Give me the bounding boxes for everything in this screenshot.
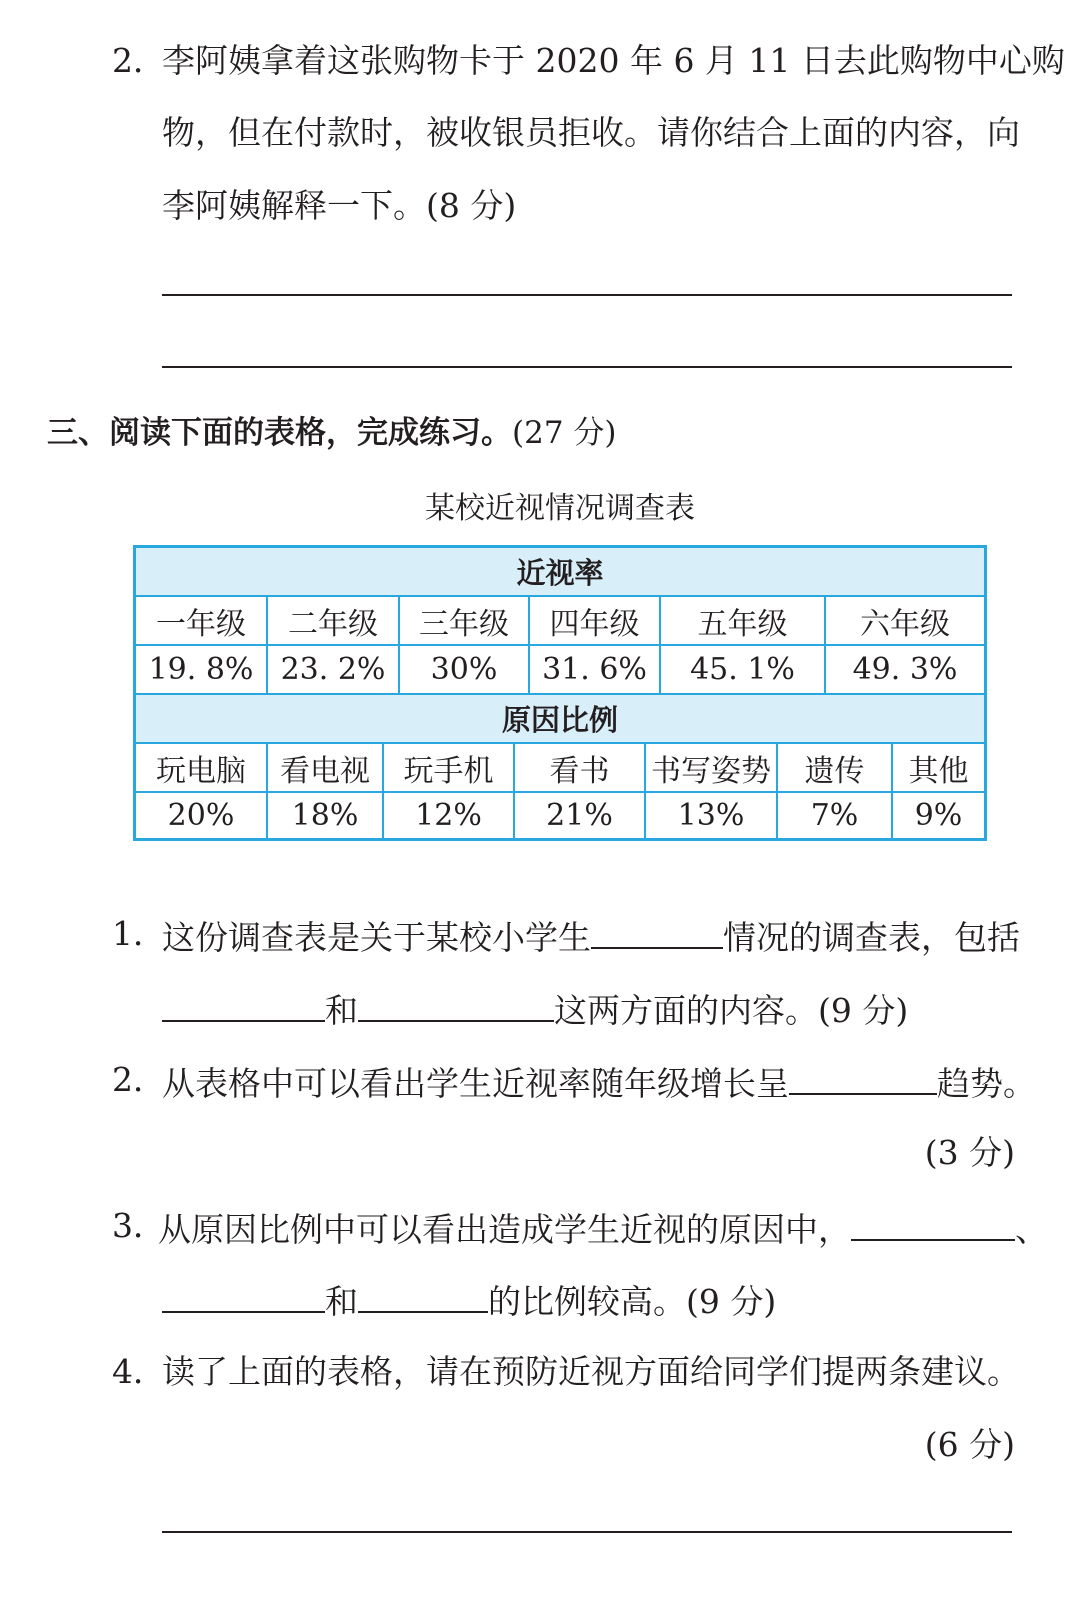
question-text: 的比例较高。(9 分) bbox=[488, 1282, 777, 1321]
question-number: 4． bbox=[112, 1352, 166, 1391]
cause-cell: 看书 bbox=[513, 744, 644, 791]
cause-percent-row bbox=[136, 793, 984, 838]
question-text-line bbox=[162, 990, 909, 1030]
cause-percent-cell: 20% bbox=[167, 798, 235, 833]
fill-blank[interactable] bbox=[162, 1281, 325, 1313]
cause-row bbox=[136, 744, 984, 791]
section-points: (27 分) bbox=[512, 415, 617, 451]
cause-ratio-header: 原因比例 bbox=[136, 695, 984, 742]
question-points: (3 分) bbox=[924, 1133, 1015, 1172]
question-text-line: 读了上面的表格，请在预防近视方面给同学们提两条建议。 bbox=[162, 1352, 1020, 1391]
question-text-line bbox=[162, 1063, 1036, 1103]
rate-cell: 31. 6% bbox=[528, 646, 659, 693]
question-number: 2． bbox=[112, 41, 166, 80]
question-text-line bbox=[158, 1209, 1048, 1249]
cause-percent-cell: 13% bbox=[644, 793, 776, 838]
rate-cell: 30% bbox=[398, 646, 528, 693]
myopia-rate-header: 近视率 bbox=[136, 548, 984, 595]
question-text: 和 bbox=[325, 1282, 358, 1321]
question-text: 情况的调查表，包括 bbox=[723, 918, 1020, 957]
section-heading-text: 三、阅读下面的表格，完成练习。 bbox=[47, 415, 512, 451]
question-text: 从原因比例中可以看出造成学生近视的原因中， bbox=[158, 1210, 851, 1249]
fill-blank[interactable] bbox=[851, 1209, 1015, 1241]
grade-cell: 一年级 bbox=[156, 606, 246, 642]
question-number: 1． bbox=[112, 914, 166, 953]
cause-cell: 玩手机 bbox=[382, 744, 513, 791]
cause-percent-cell: 7% bbox=[776, 793, 891, 838]
question-text: 和 bbox=[325, 991, 358, 1030]
question-text-line: 李阿姨拿着这张购物卡于 2020 年 6 月 11 日去此购物中心购 bbox=[162, 41, 1065, 80]
fill-blank[interactable] bbox=[162, 990, 325, 1022]
question-number: 2． bbox=[112, 1060, 166, 1099]
cause-cell: 书写姿势 bbox=[644, 744, 776, 791]
question-text-line bbox=[162, 1281, 777, 1321]
question-text-line bbox=[162, 917, 1020, 957]
rate-row bbox=[136, 646, 984, 693]
fill-blank[interactable] bbox=[358, 990, 554, 1022]
grade-cell: 三年级 bbox=[398, 597, 528, 644]
grade-cell: 六年级 bbox=[824, 597, 984, 644]
question-text: 趋势。 bbox=[937, 1064, 1036, 1103]
grade-row bbox=[136, 597, 984, 644]
cause-percent-cell: 9% bbox=[891, 793, 984, 838]
answer-line[interactable] bbox=[162, 1531, 1012, 1533]
grade-cell: 五年级 bbox=[659, 597, 824, 644]
fill-blank[interactable] bbox=[789, 1063, 937, 1095]
question-points: (6 分) bbox=[924, 1425, 1015, 1464]
grade-cell: 二年级 bbox=[266, 597, 398, 644]
question-text: 从表格中可以看出学生近视率随年级增长呈 bbox=[162, 1064, 789, 1103]
cause-percent-cell: 18% bbox=[266, 793, 382, 838]
cause-percent-cell: 21% bbox=[513, 793, 644, 838]
survey-table bbox=[133, 545, 987, 841]
rate-cell: 49. 3% bbox=[824, 646, 984, 693]
question-text: 、 bbox=[1015, 1210, 1048, 1249]
table-title: 某校近视情况调查表 bbox=[425, 491, 695, 526]
question-number: 3． bbox=[112, 1206, 166, 1245]
cause-cell: 其他 bbox=[891, 744, 984, 791]
cause-cell: 玩电脑 bbox=[156, 753, 246, 789]
grade-cell: 四年级 bbox=[528, 597, 659, 644]
cause-cell: 看电视 bbox=[266, 744, 382, 791]
question-text: 这两方面的内容。(9 分) bbox=[554, 991, 909, 1030]
question-text-line: 物，但在付款时，被收银员拒收。请你结合上面的内容，向 bbox=[162, 113, 1020, 152]
rate-cell: 19. 8% bbox=[148, 652, 254, 687]
section-heading bbox=[47, 407, 617, 452]
fill-blank[interactable] bbox=[358, 1281, 488, 1313]
rate-cell: 23. 2% bbox=[266, 646, 398, 693]
rate-cell: 45. 1% bbox=[659, 646, 824, 693]
cause-cell: 遗传 bbox=[776, 744, 891, 791]
answer-line[interactable] bbox=[162, 294, 1012, 296]
cause-percent-cell: 12% bbox=[382, 793, 513, 838]
question-text-line: 李阿姨解释一下。(8 分) bbox=[162, 186, 517, 225]
fill-blank[interactable] bbox=[591, 917, 723, 949]
answer-line[interactable] bbox=[162, 366, 1012, 368]
question-text: 这份调查表是关于某校小学生 bbox=[162, 918, 591, 957]
